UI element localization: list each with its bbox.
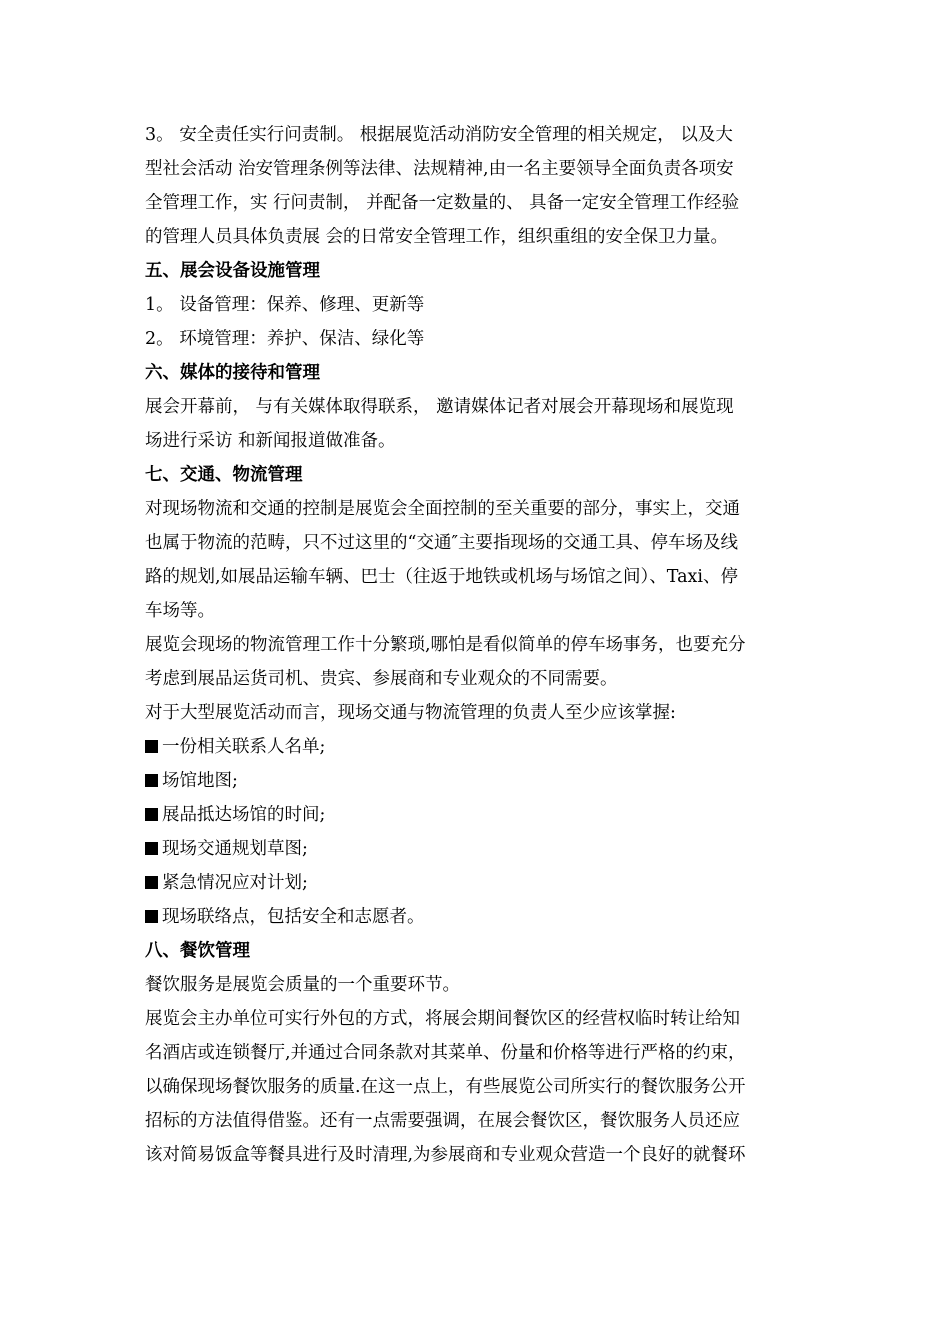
line-text: 展览会现场的物流管理工作十分繁琐,哪怕是看似简单的停车场事务，也要充分 — [145, 635, 746, 655]
square-bullet-icon — [145, 910, 158, 923]
line-text: 路的规划,如展品运输车辆、巴士（往返于地铁或机场与场馆之间）、Taxi、停 — [145, 567, 739, 587]
square-bullet-icon — [145, 876, 158, 889]
line-text: 3。 安全责任实行问责制。 根据展览活动消防安全管理的相关规定， 以及大 — [145, 125, 733, 145]
line-text: 该对简易饭盒等餐具进行及时清理,为参展商和专业观众营造一个良好的就餐环 — [145, 1145, 746, 1165]
paragraph-line — [145, 390, 810, 424]
line-text: 全管理工作，实 行问责制， 并配备一定数量的、 具备一定安全管理工作经验 — [145, 193, 740, 213]
line-text: 七、交通、物流管理 — [145, 465, 303, 485]
line-text: 以确保现场餐饮服务的质量.在这一点上，有些展览公司所实行的餐饮服务公开 — [145, 1077, 746, 1097]
line-text: 五、展会设备设施管理 — [145, 261, 320, 281]
line-text: 对现场物流和交通的控制是展览会全面控制的至关重要的部分，事实上，交通 — [145, 499, 740, 519]
bullet-item — [145, 866, 810, 900]
bullet-item — [145, 764, 810, 798]
document-body — [145, 118, 810, 1172]
line-text: 招标的方法值得借鉴。还有一点需要强调，在展会餐饮区，餐饮服务人员还应 — [145, 1111, 740, 1131]
paragraph-line — [145, 322, 810, 356]
section-heading — [145, 356, 810, 390]
square-bullet-icon — [145, 774, 158, 787]
square-bullet-icon — [145, 842, 158, 855]
line-text: 场馆地图; — [162, 771, 238, 791]
line-text: 名酒店或连锁餐厅,并通过合同条款对其菜单、份量和价格等进行严格的约束， — [145, 1043, 746, 1063]
bullet-item — [145, 900, 810, 934]
paragraph-line — [145, 118, 810, 152]
line-text: 八、餐饮管理 — [145, 941, 250, 961]
section-heading — [145, 254, 810, 288]
bullet-item — [145, 832, 810, 866]
line-text: 展会开幕前， 与有关媒体取得联系， 邀请媒体记者对展会开幕现场和展览现 — [145, 397, 734, 417]
paragraph-line — [145, 628, 810, 662]
line-text: 展品抵达场馆的时间; — [162, 805, 326, 825]
line-text: 场进行采访 和新闻报道做准备。 — [145, 431, 396, 451]
section-heading — [145, 458, 810, 492]
paragraph-line — [145, 968, 810, 1002]
paragraph-line — [145, 594, 810, 628]
line-text: 一份相关联系人名单; — [162, 737, 326, 757]
section-heading — [145, 934, 810, 968]
line-text: 也属于物流的范畴，只不过这里的“交通″主要指现场的交通工具、停车场及线 — [145, 533, 738, 553]
line-text: 对于大型展览活动而言，现场交通与物流管理的负责人至少应该掌握: — [145, 703, 676, 723]
paragraph-line — [145, 1070, 810, 1104]
bullet-item — [145, 798, 810, 832]
line-text: 1。 设备管理：保养、修理、更新等 — [145, 295, 425, 315]
paragraph-line — [145, 1104, 810, 1138]
line-text: 车场等。 — [145, 601, 215, 621]
paragraph-line — [145, 526, 810, 560]
square-bullet-icon — [145, 740, 158, 753]
line-text: 餐饮服务是展览会质量的一个重要环节。 — [145, 975, 460, 995]
line-text: 型社会活动 治安管理条例等法律、法规精神,由一名主要领导全面负责各项安 — [145, 159, 734, 179]
line-text: 2。 环境管理：养护、保洁、绿化等 — [145, 329, 425, 349]
paragraph-line — [145, 288, 810, 322]
line-text: 现场交通规划草图; — [162, 839, 308, 859]
line-text: 六、媒体的接待和管理 — [145, 363, 320, 383]
line-text: 现场联络点，包括安全和志愿者。 — [162, 907, 425, 927]
paragraph-line — [145, 662, 810, 696]
paragraph-line — [145, 152, 810, 186]
paragraph-line — [145, 696, 810, 730]
line-text: 考虑到展品运货司机、贵宾、参展商和专业观众的不同需要。 — [145, 669, 618, 689]
line-text: 展览会主办单位可实行外包的方式，将展会期间餐饮区的经营权临时转让给知 — [145, 1009, 740, 1029]
paragraph-line — [145, 560, 810, 594]
paragraph-line — [145, 220, 810, 254]
paragraph-line — [145, 1138, 810, 1172]
line-text: 的管理人员具体负责展 会的日常安全管理工作，组织重组的安全保卫力量。 — [145, 227, 729, 247]
paragraph-line — [145, 424, 810, 458]
paragraph-line — [145, 1002, 810, 1036]
paragraph-line — [145, 1036, 810, 1070]
square-bullet-icon — [145, 808, 158, 821]
line-text: 紧急情况应对计划; — [162, 873, 308, 893]
paragraph-line — [145, 492, 810, 526]
paragraph-line — [145, 186, 810, 220]
bullet-item — [145, 730, 810, 764]
